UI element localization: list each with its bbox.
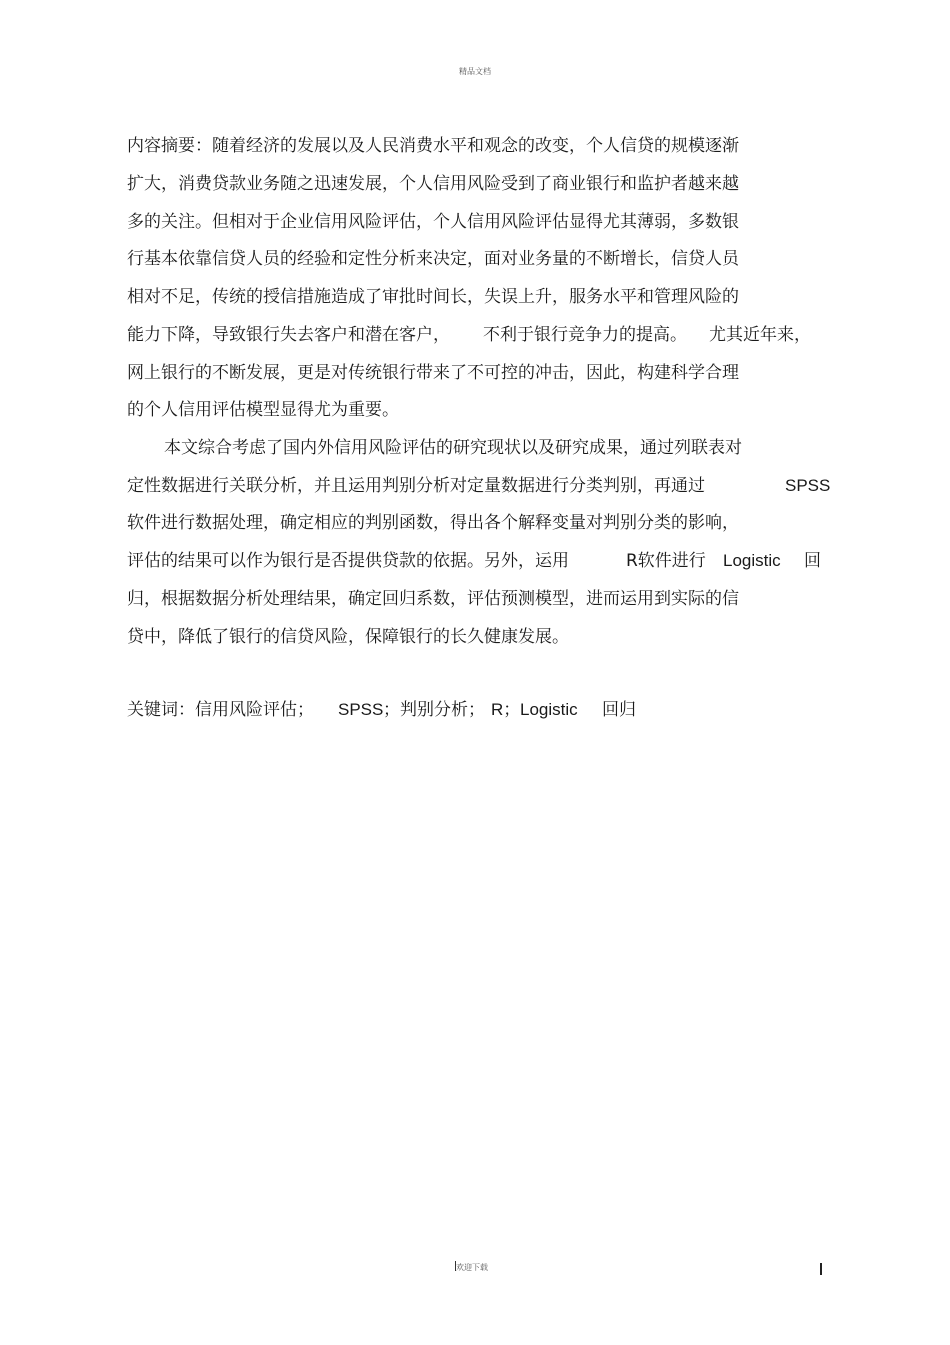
footer-label: 欢迎下载 — [456, 1263, 488, 1272]
abstract-line-5: 相对不足，传统的授信措施造成了审批时间长，失误上升，服务水平和管理风险的 — [127, 287, 739, 307]
keyword-regression: 回归 — [602, 700, 636, 720]
body-line-2-term-spss: SPSS — [785, 476, 831, 495]
abstract-line-6-start: 能力下降，导致银行失去客户和潜在客户， — [127, 325, 450, 345]
body-line-5: 归，根据数据分析处理结果，确定回归系数，评估预测模型，进而运用到实际的信 — [127, 589, 739, 609]
body-line-4-tail: 回 — [804, 551, 821, 571]
abstract-line-4: 行基本依靠信贷人员的经验和定性分析来决定，面对业务量的不断增长，信贷人员 — [127, 249, 739, 269]
keyword-r: R； — [491, 700, 521, 719]
body-line-4-text: 评估的结果可以作为银行是否提供贷款的依据。另外，运用 — [127, 551, 569, 571]
keyword-discriminant: ；判别分析； — [383, 700, 485, 720]
header-label: 精品文档 — [459, 67, 491, 76]
keyword-spss: SPSS — [338, 700, 384, 719]
abstract-line-3: 多的关注。但相对于企业信用风险评估，个人信用风险评估显得尤其薄弱，多数银 — [127, 212, 739, 232]
abstract-line-8: 的个人信用评估模型显得尤为重要。 — [127, 400, 399, 420]
keywords-label: 关键词：信用风险评估； — [127, 700, 314, 720]
body-line-1: 本文综合考虑了国内外信用风险评估的研究现状以及研究成果，通过列联表对 — [164, 438, 742, 458]
abstract-line-6-tail-b: 尤其近年来， — [709, 325, 811, 345]
body-line-2-text: 定性数据进行关联分析，并且运用判别分析对定量数据进行分类判别，再通过 — [127, 476, 705, 496]
abstract-line-2: 扩大，消费贷款业务随之迅速发展，个人信用风险受到了商业银行和监护者越来越 — [127, 174, 739, 194]
body-line-3: 软件进行数据处理，确定相应的判别函数，得出各个解释变量对判别分类的影响， — [127, 513, 739, 533]
keyword-logistic: Logistic — [520, 700, 578, 719]
abstract-line-7: 网上银行的不断发展，更是对传统银行带来了不可控的冲击，因此，构建科学合理 — [127, 363, 739, 383]
abstract-line-6-tail-a: 不利于银行竞争力的提高。 — [483, 325, 687, 345]
body-line-4-term-r: R软件进行 — [626, 551, 706, 571]
body-line-4-term-logistic: Logistic — [723, 551, 781, 570]
body-line-6: 贷中，降低了银行的信贷风险，保障银行的长久健康发展。 — [127, 627, 569, 647]
footer-right-rule — [820, 1263, 822, 1275]
abstract-line-1: 内容摘要：随着经济的发展以及人民消费水平和观念的改变，个人信贷的规模逐渐 — [127, 136, 739, 156]
